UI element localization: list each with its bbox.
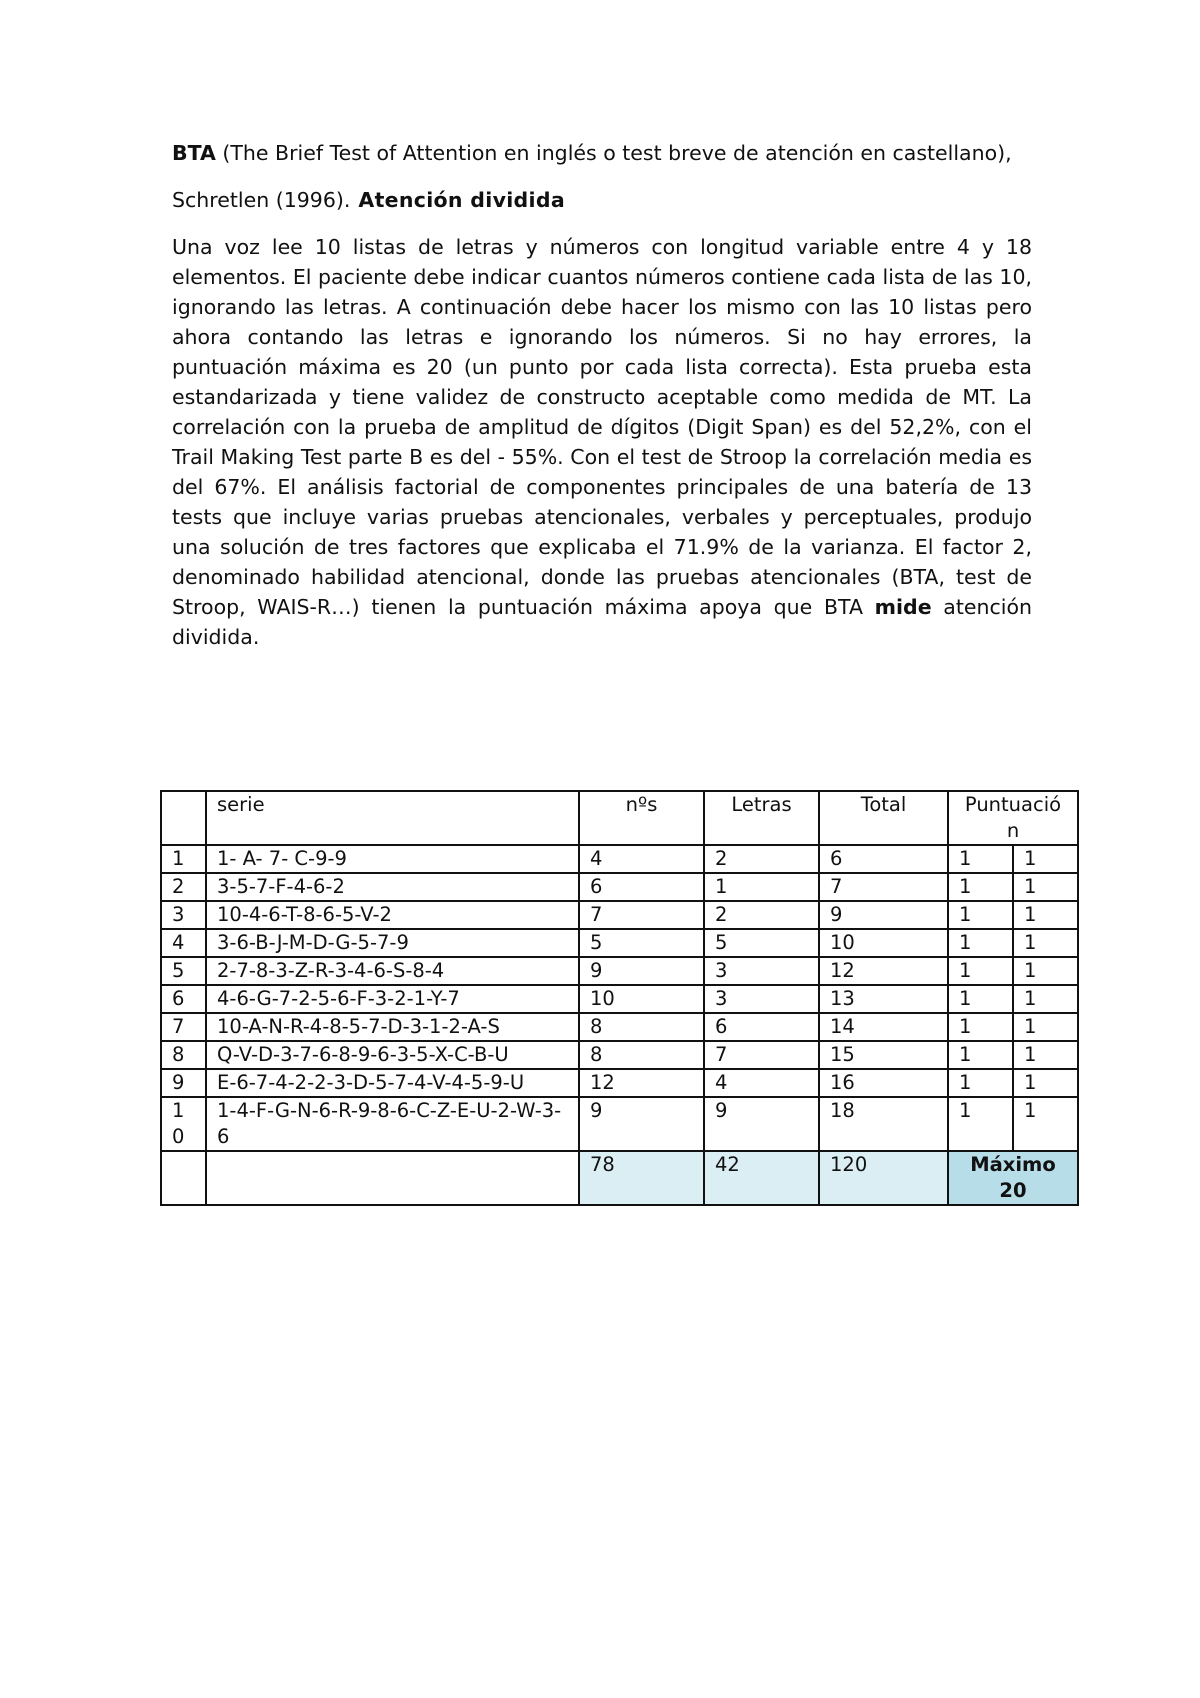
row-puntuacion-1-cell: 1 — [948, 1041, 1013, 1069]
totals-numeros-cell: 78 — [579, 1151, 704, 1205]
row-puntuacion-1-cell: 1 — [948, 957, 1013, 985]
row-index-cell: 8 — [161, 1041, 206, 1069]
table-row — [161, 873, 1078, 901]
row-total-cell: 12 — [819, 957, 948, 985]
row-letras-cell: 3 — [704, 985, 819, 1013]
maximo-label: Máximo — [970, 1153, 1056, 1176]
table-row — [161, 1013, 1078, 1041]
table-row — [161, 929, 1078, 957]
row-puntuacion-2-cell: 1 — [1013, 873, 1078, 901]
row-index-cell: 3 — [161, 901, 206, 929]
row-total-cell: 10 — [819, 929, 948, 957]
table-row — [161, 1097, 1078, 1151]
body-part2: atención dividida. — [172, 595, 1032, 649]
row-total-cell: 18 — [819, 1097, 948, 1151]
totals-index-cell — [161, 1151, 206, 1205]
row-letras-cell: 7 — [704, 1041, 819, 1069]
row-puntuacion-2-cell: 1 — [1013, 929, 1078, 957]
row-puntuacion-1-cell: 1 — [948, 929, 1013, 957]
row-serie-cell: E-6-7-4-2-2-3-D-5-7-4-V-4-5-9-U — [206, 1069, 579, 1097]
totals-letras-cell: 42 — [704, 1151, 819, 1205]
row-letras-cell: 3 — [704, 957, 819, 985]
citation-heading: Atención dividida — [358, 188, 565, 212]
row-index-cell: 1 — [161, 845, 206, 873]
row-letras-cell: 1 — [704, 873, 819, 901]
body-part1: Una voz lee 10 listas de letras y números con longitud variable entre 4 y 18 elementos. El paciente debe indicar cuantos números contiene cada lista de las 10, ignorando las letras. A continuación debe hacer los mismo con las 10 listas pero ahora contando las letras e ignorando los números. Si no hay errores, la puntuación máxima es 20 (un punto por cada lista correcta). Esta prueba esta estandarizada y tiene validez de constructo aceptable como medida de MT. La correlación con la prueba de amplitud de dígitos (Digit Span) es del 52,2%, con el Trail Making Test parte B es del - 55%. Con el test de Stroop la correlación media es del 67%. El análisis factorial de componentes principales de una batería de 13 tests que incluye varias pruebas atencionales, verbales y perceptuales, produjo una solución de tres factores que explicaba el 71.9% de la varianza. El factor 2, denominado habilidad atencional, donde las pruebas atencionales (BTA, test de Stroop, WAIS-R…) tienen la puntuación máxima apoya que BTA — [172, 235, 1032, 619]
body-bold-word: mide — [874, 595, 932, 619]
row-serie-cell: 10-4-6-T-8-6-5-V-2 — [206, 901, 579, 929]
totals-maximo-cell — [948, 1151, 1078, 1205]
row-total-cell: 9 — [819, 901, 948, 929]
row-total-cell: 13 — [819, 985, 948, 1013]
header-letras: Letras — [704, 791, 819, 845]
totals-serie-cell — [206, 1151, 579, 1205]
row-numeros-cell: 6 — [579, 873, 704, 901]
row-puntuacion-2-cell: 1 — [1013, 957, 1078, 985]
row-numeros-cell: 7 — [579, 901, 704, 929]
citation-paragraph — [172, 185, 1032, 215]
intro-text — [172, 138, 1032, 652]
row-serie-cell: 3-5-7-F-4-6-2 — [206, 873, 579, 901]
intro-title-bold: BTA — [172, 141, 216, 165]
header-numeros: nºs — [579, 791, 704, 845]
row-serie-cell: 4-6-G-7-2-5-6-F-3-2-1-Y-7 — [206, 985, 579, 1013]
header-index — [161, 791, 206, 845]
row-puntuacion-1-cell: 1 — [948, 985, 1013, 1013]
table-row — [161, 901, 1078, 929]
row-puntuacion-2-cell: 1 — [1013, 985, 1078, 1013]
row-serie-cell: 1-4-F-G-N-6-R-9-8-6-C-Z-E-U-2-W-3-6 — [206, 1097, 579, 1151]
row-puntuacion-2-cell: 1 — [1013, 1013, 1078, 1041]
row-letras-cell: 9 — [704, 1097, 819, 1151]
row-puntuacion-2-cell: 1 — [1013, 1097, 1078, 1151]
row-letras-cell: 4 — [704, 1069, 819, 1097]
row-puntuacion-2-cell: 1 — [1013, 901, 1078, 929]
row-letras-cell: 5 — [704, 929, 819, 957]
table-row — [161, 957, 1078, 985]
row-puntuacion-2-cell: 1 — [1013, 1069, 1078, 1097]
row-numeros-cell: 8 — [579, 1013, 704, 1041]
row-serie-cell: 1- A- 7- C-9-9 — [206, 845, 579, 873]
row-numeros-cell: 9 — [579, 957, 704, 985]
row-puntuacion-1-cell: 1 — [948, 1013, 1013, 1041]
row-puntuacion-1-cell: 1 — [948, 901, 1013, 929]
row-serie-cell: Q-V-D-3-7-6-8-9-6-3-5-X-C-B-U — [206, 1041, 579, 1069]
citation-text: Schretlen (1996). — [172, 188, 351, 212]
table-row — [161, 985, 1078, 1013]
intro-title-paragraph — [172, 138, 1032, 168]
row-serie-cell: 3-6-B-J-M-D-G-5-7-9 — [206, 929, 579, 957]
row-index-cell: 7 — [161, 1013, 206, 1041]
row-total-cell: 14 — [819, 1013, 948, 1041]
table-row — [161, 1069, 1078, 1097]
row-numeros-cell: 9 — [579, 1097, 704, 1151]
row-numeros-cell: 8 — [579, 1041, 704, 1069]
row-total-cell: 16 — [819, 1069, 948, 1097]
row-index-cell: 4 — [161, 929, 206, 957]
header-serie: serie — [206, 791, 579, 845]
row-puntuacion-1-cell: 1 — [948, 845, 1013, 873]
row-serie-cell: 2-7-8-3-Z-R-3-4-6-S-8-4 — [206, 957, 579, 985]
row-numeros-cell: 5 — [579, 929, 704, 957]
bta-table — [160, 790, 1079, 1206]
header-puntuacion: Puntuación — [948, 791, 1078, 845]
row-total-cell: 15 — [819, 1041, 948, 1069]
row-puntuacion-2-cell: 1 — [1013, 845, 1078, 873]
header-total: Total — [819, 791, 948, 845]
row-index-cell: 2 — [161, 873, 206, 901]
row-total-cell: 6 — [819, 845, 948, 873]
row-index-cell: 9 — [161, 1069, 206, 1097]
table-header-row — [161, 791, 1078, 845]
row-numeros-cell: 12 — [579, 1069, 704, 1097]
row-numeros-cell: 4 — [579, 845, 704, 873]
table-row — [161, 1041, 1078, 1069]
row-puntuacion-2-cell: 1 — [1013, 1041, 1078, 1069]
row-letras-cell: 2 — [704, 901, 819, 929]
row-letras-cell: 6 — [704, 1013, 819, 1041]
row-total-cell: 7 — [819, 873, 948, 901]
totals-total-cell: 120 — [819, 1151, 948, 1205]
row-index-cell: 6 — [161, 985, 206, 1013]
row-puntuacion-1-cell: 1 — [948, 1097, 1013, 1151]
table-row — [161, 845, 1078, 873]
maximo-value: 20 — [999, 1179, 1027, 1202]
row-index-cell: 5 — [161, 957, 206, 985]
intro-title-rest: (The Brief Test of Attention en inglés o test breve de atención en castellano), — [215, 141, 1012, 165]
row-numeros-cell: 10 — [579, 985, 704, 1013]
totals-row — [161, 1151, 1078, 1205]
body-paragraph — [172, 232, 1032, 652]
row-index-cell: 10 — [161, 1097, 206, 1151]
row-puntuacion-1-cell: 1 — [948, 873, 1013, 901]
row-letras-cell: 2 — [704, 845, 819, 873]
row-serie-cell: 10-A-N-R-4-8-5-7-D-3-1-2-A-S — [206, 1013, 579, 1041]
row-puntuacion-1-cell: 1 — [948, 1069, 1013, 1097]
